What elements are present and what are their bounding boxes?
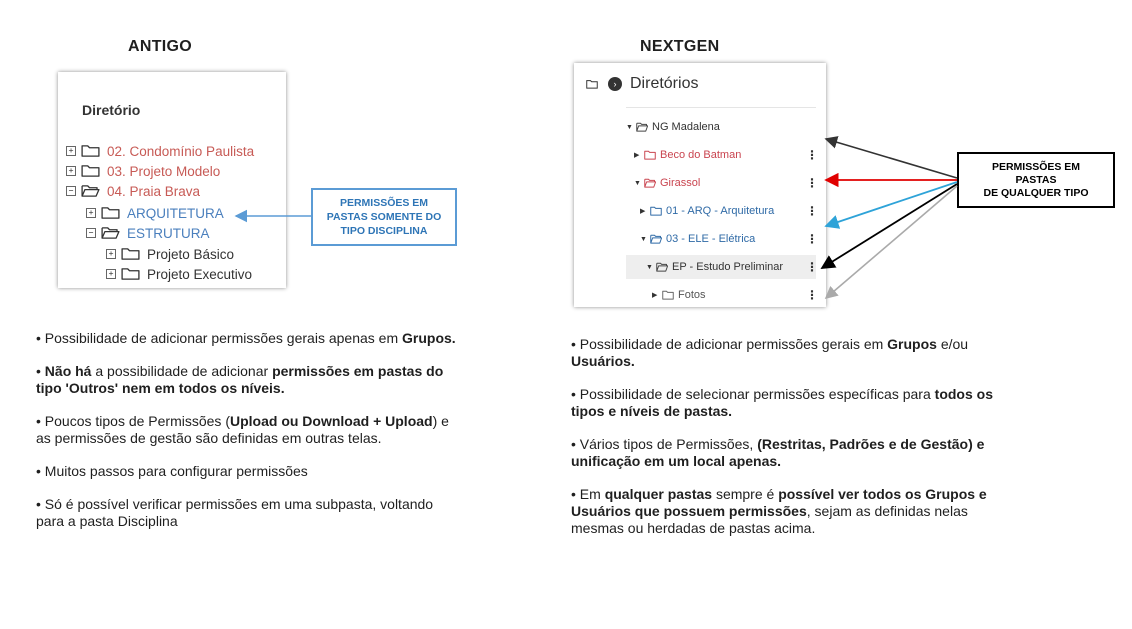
more-options-icon[interactable]: ⋮ <box>806 260 818 274</box>
bullet-bold-text: Grupos <box>887 336 937 352</box>
callout-right-line: DE QUALQUER TIPO <box>983 186 1089 199</box>
caret-right-icon[interactable]: ▶ <box>640 208 646 215</box>
caret-down-icon[interactable]: ▼ <box>626 123 633 131</box>
bullet-text: • Só é possível verificar permissões em uma subpasta, voltando para a pasta Disciplina <box>36 496 434 529</box>
bullet-point <box>571 436 1011 470</box>
old-tree-item-label: Projeto Executivo <box>147 266 253 282</box>
bullet-point <box>36 496 456 530</box>
bullet-bold-text: todos os tipos e níveis de pastas. <box>571 386 993 419</box>
callout-left-line: PERMISSÕES EM <box>339 197 429 209</box>
old-tree-item-label: 04. Praia Brava <box>107 183 201 199</box>
bullet-text: , sejam as definidas nelas mesmas ou herdadas de pastas acima. <box>571 503 968 536</box>
bullet-text: sempre é <box>712 486 779 502</box>
bullet-point <box>36 330 456 347</box>
collapse-icon[interactable]: − <box>66 186 76 196</box>
new-tree-item-label: 03 - ELE - Elétrica <box>666 233 756 245</box>
caret-right-icon[interactable]: ▶ <box>652 292 658 299</box>
bullet-bold-text: qualquer pastas <box>604 486 713 502</box>
new-tree-item-label: Beco do Batman <box>660 149 742 161</box>
expand-icon[interactable]: + <box>106 269 116 279</box>
bullet-bold-text: permissões em pastas do tipo 'Outros' nem em todos os níveis. <box>36 363 444 396</box>
bullet-point <box>571 486 1011 537</box>
bullet-point <box>571 336 1011 370</box>
bullet-text: • Possibilidade de adicionar permissões gerais apenas em <box>36 330 402 346</box>
antigo-bullets <box>36 330 456 546</box>
bullet-text: a possibilidade de adicionar <box>91 363 273 379</box>
bullet-point <box>36 363 456 397</box>
arrow-to-arquitetura <box>826 182 957 226</box>
bullet-point <box>571 386 1011 420</box>
more-options-icon[interactable]: ⋮ <box>806 288 818 302</box>
bullet-bold-text: Grupos. <box>402 330 456 346</box>
bullet-text: • Vários tipos de Permissões, <box>571 436 758 452</box>
bullet-point <box>36 413 456 447</box>
old-tree-item-label: 02. Condomínio Paulista <box>107 143 255 159</box>
bullet-text: ) e as permissões de gestão são definidas em outras telas. <box>36 413 449 446</box>
antigo-heading: ANTIGO <box>128 38 193 55</box>
arrow-to-ng-madalena <box>826 139 957 178</box>
arrow-to-fotos <box>826 186 957 298</box>
bullet-text: • Muitos passos para configurar permissões <box>36 463 308 479</box>
callout-right-line: PERMISSÕES EM <box>991 160 1081 173</box>
caret-down-icon[interactable]: ▼ <box>634 179 641 187</box>
old-panel-title: Diretório <box>82 102 141 118</box>
bullet-bold-text: Usuários. <box>571 353 635 369</box>
bullet-text: e/ou <box>936 336 969 352</box>
bullet-bold-text: (Restritas, Padrões e de Gestão) e unificação em um local apenas. <box>571 436 985 469</box>
new-panel-title: Diretórios <box>630 75 699 92</box>
new-tree-item-label: 01 - ARQ - Arquitetura <box>666 205 775 217</box>
new-tree-item-label: Fotos <box>678 289 706 301</box>
old-tree-item-label: ARQUITETURA <box>127 205 224 221</box>
bullet-text: • <box>36 363 45 379</box>
more-options-icon[interactable]: ⋮ <box>806 148 818 162</box>
bullet-text: • Em <box>571 486 605 502</box>
more-options-icon[interactable]: ⋮ <box>806 176 818 190</box>
bullet-bold-text: possível ver todos os Grupos e Usuários que possuem permissões <box>571 486 987 519</box>
old-tree-item-label: 03. Projeto Modelo <box>107 163 221 179</box>
nextgen-bullets <box>571 336 1011 553</box>
old-tree-item-label: ESTRUTURA <box>127 225 210 241</box>
old-tree-item-label: Projeto Básico <box>147 246 235 262</box>
more-options-icon[interactable]: ⋮ <box>806 204 818 218</box>
bullet-point <box>36 463 456 480</box>
more-options-icon[interactable]: ⋮ <box>806 232 818 246</box>
collapse-toggle-icon[interactable]: › <box>608 77 622 91</box>
caret-down-icon[interactable]: ▼ <box>646 263 653 271</box>
nextgen-heading: NEXTGEN <box>640 38 720 55</box>
expand-icon[interactable]: + <box>66 146 76 156</box>
bullet-text: • Possibilidade de adicionar permissões gerais em <box>571 336 888 352</box>
callout-left-line: TIPO DISCIPLINA <box>340 225 428 237</box>
new-tree-item-label: EP - Estudo Preliminar <box>672 261 784 273</box>
collapse-icon[interactable]: − <box>86 228 96 238</box>
new-tree-item-label: Girassol <box>660 177 701 189</box>
expand-icon[interactable]: + <box>106 249 116 259</box>
bullet-bold-text: Upload ou Download + Upload <box>229 413 433 429</box>
bullet-bold-text: Não há <box>44 363 92 379</box>
bullet-text: • Possibilidade de selecionar permissões específicas para <box>571 386 935 402</box>
arrow-to-estudo-preliminar <box>822 184 957 268</box>
new-tree-item-label: NG Madalena <box>652 121 720 133</box>
bullet-text: • Poucos tipos de Permissões ( <box>36 413 230 429</box>
callout-left-line: PASTAS SOMENTE DO <box>326 211 442 223</box>
expand-icon[interactable]: + <box>66 166 76 176</box>
caret-down-icon[interactable]: ▼ <box>640 235 647 243</box>
expand-icon[interactable]: + <box>86 208 96 218</box>
callout-right-line: PASTAS <box>1015 173 1057 186</box>
caret-right-icon[interactable]: ▶ <box>634 152 640 159</box>
